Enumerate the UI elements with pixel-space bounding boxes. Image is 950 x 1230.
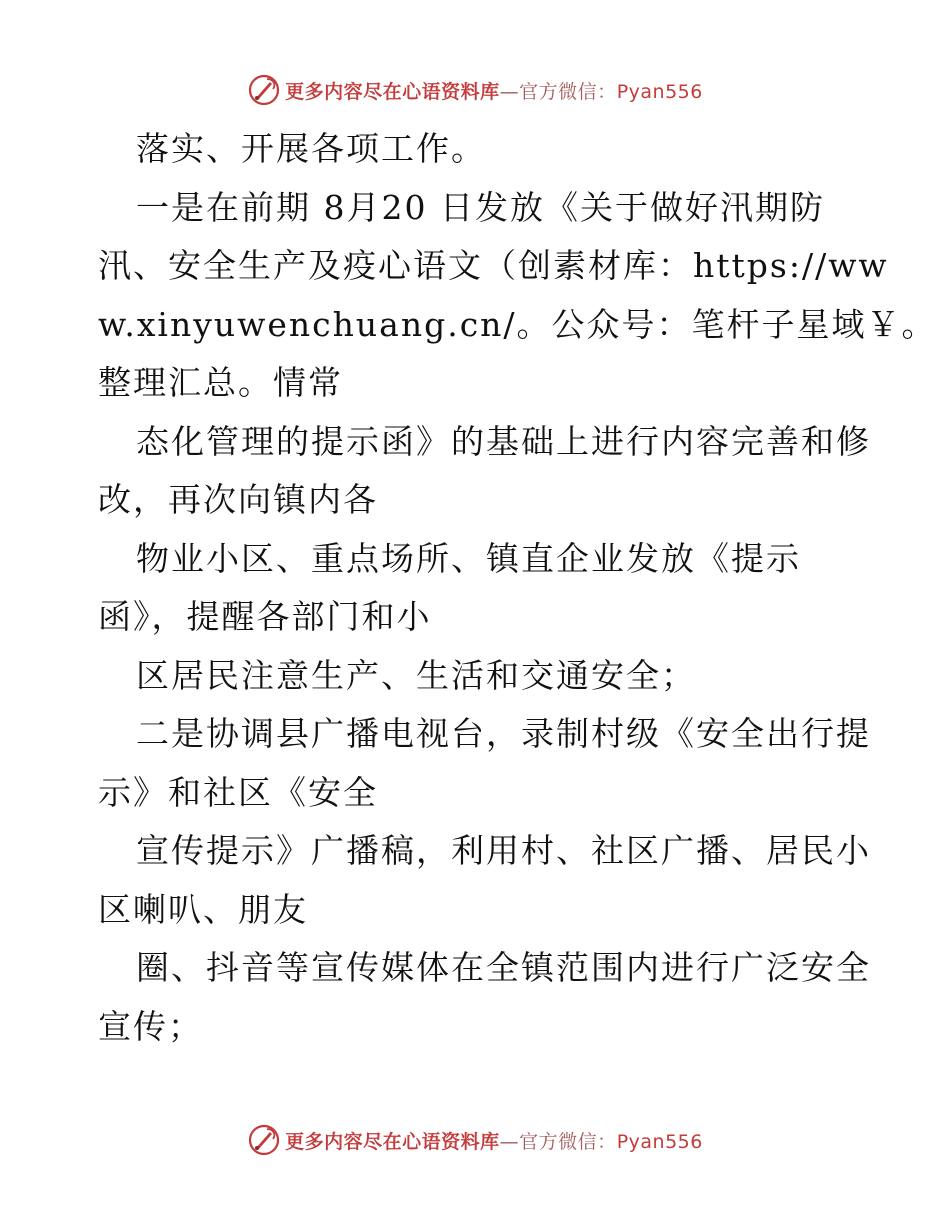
footer-separator: — xyxy=(499,1130,520,1153)
footer-wechat-label: 官方微信： xyxy=(519,1130,617,1153)
quill-logo-icon xyxy=(247,73,281,107)
banner-main-text: 更多内容尽在心语资料库 xyxy=(285,80,500,103)
footer-wechat-id: Pyan556 xyxy=(616,1130,703,1153)
text-line-5: 整理汇总。情常 xyxy=(98,363,343,402)
footer-banner-text xyxy=(285,1127,703,1154)
document-body xyxy=(98,120,937,1056)
text-line-8: 物业小区、重点场所、镇直企业发放《提示 xyxy=(136,538,801,578)
banner-separator: — xyxy=(499,80,520,103)
text-line-2: 一是在前期 8月20 日发放《关于做好汛期防 xyxy=(136,187,825,227)
text-line-13: 宣传提示》广播稿，利用村、社区广播、居民小 xyxy=(136,831,871,870)
text-line-4: w.xinyuwenchuang.cn/。公众号：笔杆子星域￥。 xyxy=(98,304,937,344)
banner-text xyxy=(285,77,703,104)
text-line-12: 示》和社区《安全 xyxy=(98,772,378,812)
banner-wechat-id: Pyan556 xyxy=(616,80,703,103)
text-line-3: 汛、安全生产及疫心语文（创素材库：https://ww xyxy=(98,246,889,285)
quill-logo-icon xyxy=(247,1123,281,1157)
text-line-6: 态化管理的提示函》的基础上进行内容完善和修 xyxy=(136,421,871,461)
banner-wechat-label: 官方微信： xyxy=(519,80,617,103)
text-line-7: 改，再次向镇内各 xyxy=(98,480,378,519)
text-line-16: 宣传； xyxy=(98,1006,203,1046)
text-line-15: 圈、抖音等宣传媒体在全镇范围内进行广泛安全 xyxy=(136,948,871,987)
footer-banner xyxy=(0,1120,950,1160)
footer-main-text: 更多内容尽在心语资料库 xyxy=(285,1130,500,1153)
text-line-10: 区居民注意生产、生活和交通安全； xyxy=(136,655,696,695)
text-line-1: 落实、开展各项工作。 xyxy=(136,129,486,168)
header-banner xyxy=(0,70,950,110)
text-line-14: 区喇叭、朋友 xyxy=(98,889,308,929)
text-line-9: 函》，提醒各部门和小 xyxy=(98,597,432,636)
text-line-11: 二是协调县广播电视台，录制村级《安全出行提 xyxy=(136,714,871,753)
